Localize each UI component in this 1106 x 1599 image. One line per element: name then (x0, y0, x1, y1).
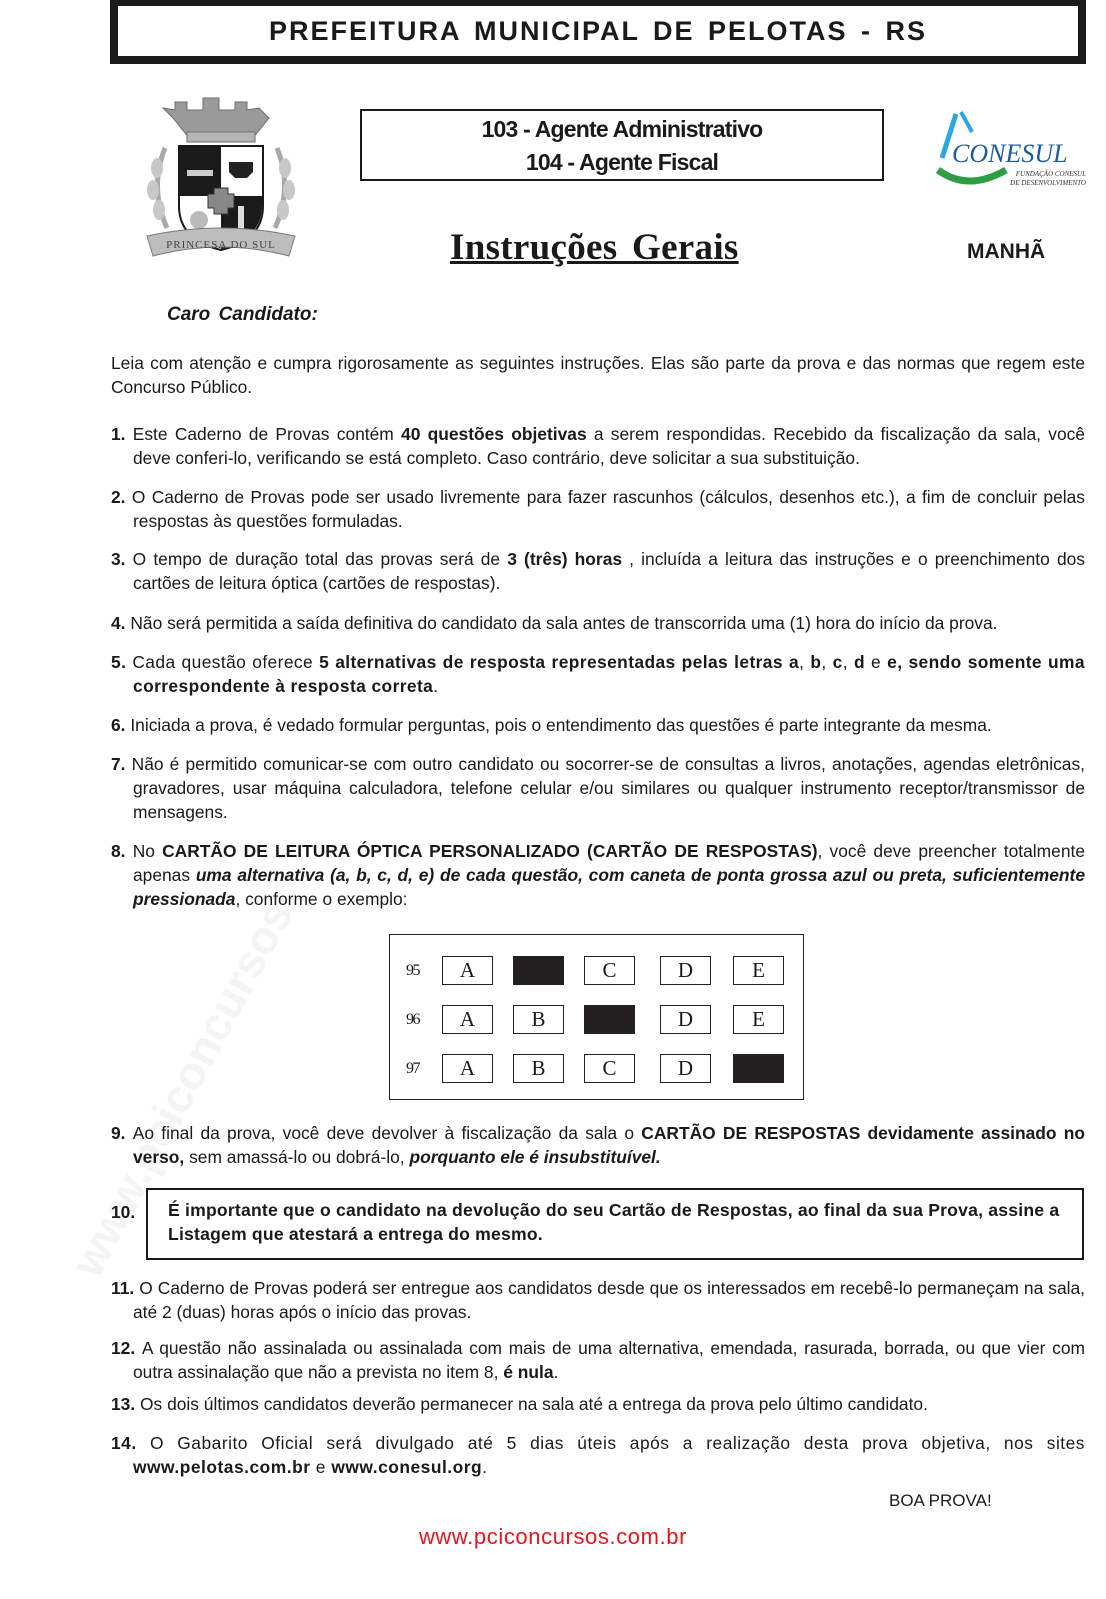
text-run: , (842, 652, 854, 672)
instruction-item (111, 713, 1085, 737)
question-number: 97 (406, 1060, 419, 1077)
emphasis-text: d (853, 652, 865, 672)
item-text (133, 841, 1085, 909)
answer-bubble-filled (733, 1054, 784, 1083)
emphasis-text: é nula (503, 1362, 554, 1382)
item-text (132, 754, 1085, 822)
emphasis-text: CARTÃO DE RESPOSTAS devidamente assinado no verso, (133, 1123, 1085, 1167)
answer-bubble: C (584, 1054, 635, 1083)
municipal-crest-logo (135, 88, 307, 264)
item-number: 11. (111, 1278, 140, 1298)
text-run: , incluída a leitura das instruções e o preenchimento dos cartões de leitura óptica (cartões de respostas). (133, 549, 1085, 593)
instruction-item (111, 752, 1085, 824)
answer-card-example (389, 934, 804, 1100)
item-text (133, 1278, 1085, 1322)
header-bar (110, 0, 1086, 64)
text-run: Não será permitida a saída definitiva do candidato da sala antes de transcorrida uma (1) hora do início da prova. (130, 613, 998, 633)
item-number: 9. (111, 1123, 133, 1143)
text-run: , (799, 652, 811, 672)
item-text (133, 549, 1085, 593)
answer-bubble: A (442, 956, 493, 985)
header-title: PREFEITURA MUNICIPAL DE PELOTAS - RS (268, 15, 928, 46)
answer-bubble: E (733, 1005, 784, 1034)
crest-motto: PRINCESA DO SUL (166, 239, 276, 251)
answer-bubble-filled (584, 1005, 635, 1034)
answer-bubble: D (660, 1005, 711, 1034)
answer-row (390, 1005, 803, 1035)
answer-bubble: D (660, 1054, 711, 1083)
instruction-item (111, 1276, 1085, 1324)
text-run: O Caderno de Provas pode ser usado livremente para fazer rascunhos (cálculos, desenhos etc.), a fim de concluir pelas respostas às questões formuladas. (131, 487, 1085, 531)
emphasis-text: 3 (três) horas (507, 549, 623, 569)
greeting: Caro Candidato: (167, 304, 318, 325)
answer-row (390, 1054, 803, 1084)
emphasis-text: www.conesul.org (331, 1457, 483, 1477)
text-run: e (865, 652, 888, 672)
question-number: 95 (406, 962, 419, 979)
answer-bubble: C (584, 956, 635, 985)
item-number: 2. (111, 487, 132, 507)
emphasis-text: CARTÃO DE LEITURA ÓPTICA PERSONALIZADO (CARTÃO DE RESPOSTAS) (162, 841, 818, 861)
instruction-item (111, 1121, 1085, 1169)
crown-icon (163, 98, 269, 142)
text-run: . (482, 1457, 488, 1477)
answer-bubble: D (660, 956, 711, 985)
item-text (130, 613, 997, 633)
text-run: O Caderno de Provas poderá ser entregue aos candidatos desde que os interessados em recebê-lo permaneçam na sala, até 2 (duas) horas após o início das provas. (133, 1278, 1085, 1322)
answer-row (390, 956, 803, 986)
document-title: Instruções Gerais (450, 227, 739, 268)
item-text (132, 487, 1085, 531)
text-run: Este Caderno de Provas contém (132, 424, 402, 444)
item-text (133, 1433, 1085, 1477)
text-run: Cada questão oferece (132, 652, 320, 672)
conesul-logo (928, 102, 1088, 194)
instruction-item (111, 1336, 1085, 1384)
instruction-item (111, 1431, 1085, 1479)
position-line: 104 - Agente Fiscal (525, 149, 719, 175)
logo-arc-right (961, 112, 972, 132)
emphasis-text: b (810, 652, 822, 672)
instruction-item (111, 650, 1085, 698)
text-run: A questão não assinalada ou assinalada com mais de uma alternativa, emendada, rasurada, borrada, ou que vier com outra assinalação que não a prevista no item 8, (133, 1338, 1085, 1382)
logo-smile (938, 170, 1006, 181)
item-number: 10. (111, 1202, 136, 1222)
text-run: Os dois últimos candidatos deverão permanecer na sala até a entrega da prova pelo último candidato. (140, 1394, 928, 1414)
answer-bubble: E (733, 956, 784, 985)
instruction-item (111, 485, 1085, 533)
item-text (132, 652, 1085, 696)
text-run: Iniciada a prova, é vedado formular perguntas, pois o entendimento das questões é parte integrante da mesma. (130, 715, 992, 735)
job-positions-box (360, 109, 884, 181)
text-run: . (553, 1362, 559, 1382)
item-number: 8. (111, 841, 133, 861)
text-run: Ao final da prova, você deve devolver à fiscalização da sala o (132, 1123, 642, 1143)
question-number: 96 (406, 1011, 419, 1028)
answer-bubble: A (442, 1054, 493, 1083)
instruction-item (111, 422, 1085, 470)
item-number: 7. (111, 754, 132, 774)
instruction-item (111, 547, 1085, 595)
text-run: , conforme o exemplo: (235, 889, 408, 909)
item-number: 5. (111, 652, 133, 672)
text-run: O tempo de duração total das provas será de (132, 549, 508, 569)
item-text (133, 1338, 1085, 1382)
text-run: , você deve preencher totalmente apenas (133, 841, 1086, 885)
item-text (133, 1123, 1085, 1167)
text-run: , (821, 652, 833, 672)
emphasis-text: 5 alternativas de resposta representadas pelas letras a (319, 652, 800, 672)
closing-message: BOA PROVA! (889, 1491, 992, 1510)
answer-bubble: B (513, 1054, 564, 1083)
item-number: 3. (111, 549, 133, 569)
instruction-item (111, 611, 1085, 635)
position-line: 103 - Agente Administrativo (481, 116, 763, 142)
text-run: sem amassá-lo ou dobrá-lo, (184, 1147, 410, 1167)
answer-bubble: A (442, 1005, 493, 1034)
logo-subtitle-2: DE DESENVOLVIMENTO (1010, 179, 1086, 187)
text-run: a serem respondidas. Recebido da fiscalização da sala, você deve conferi-lo, verificando se está completo. Caso contrário, deve solicitar a sua substituição. (133, 424, 1085, 468)
answer-bubble: B (513, 1005, 564, 1034)
item-number: 14. (111, 1433, 150, 1453)
logo-subtitle-1: FUNDAÇÃO CONESUL (1015, 170, 1086, 178)
item-number: 1. (111, 424, 133, 444)
text-run: Não é permitido comunicar-se com outro candidato ou socorrer-se de consultas a livros, anotações, agendas eletrônicas, gravadores, usar máquina calculadora, telefone celular e/ou similares ou qualquer instrumento receptor/transmissor de mensagens. (131, 754, 1085, 822)
footer-url[interactable]: www.pciconcursos.com.br (418, 1524, 688, 1549)
text-run: O Gabarito Oficial será divulgado até 5 dias úteis após a realização desta prova objetiva, nos sites (149, 1433, 1086, 1453)
emphasis-text: e, sendo somente uma correspondente à resposta correta (133, 652, 1085, 696)
item-number: 13. (111, 1394, 141, 1414)
item-text (133, 424, 1085, 468)
item-text (130, 715, 991, 735)
text-run: . (433, 676, 439, 696)
text-run: e (310, 1457, 332, 1477)
emphasis-text: c (832, 652, 843, 672)
exam-shift: MANHÃ (967, 240, 1046, 263)
emphasis-text: www.pelotas.com.br (133, 1457, 311, 1477)
logo-name: CONESUL (952, 139, 1068, 168)
item-number: 4. (111, 613, 131, 633)
text-run: No (132, 841, 163, 861)
instruction-item (111, 839, 1085, 911)
item-text (140, 1394, 928, 1414)
item-number: 12. (111, 1338, 142, 1358)
intro-paragraph: Leia com atenção e cumpra rigorosamente as seguintes instruções. Elas são parte da prova e das normas que regem este Concurso Público. (111, 353, 1085, 397)
answer-bubble-filled (513, 956, 564, 985)
emphasis-text: 40 questões objetivas (401, 424, 587, 444)
emphasis-text: porquanto ele é insubstituível. (409, 1147, 661, 1167)
emphasis-text: uma alternativa (a, b, c, d, e) de cada questão, com caneta de ponta grossa azul ou preta, suficientemente pressionada (133, 865, 1085, 909)
instruction-item (111, 1392, 1085, 1416)
important-notice-box: É importante que o candidato na devolução do seu Cartão de Respostas, ao final da sua Prova, assine a Listagem que atestará a entrega do mesmo. (146, 1188, 1084, 1260)
item-number: 6. (111, 715, 131, 735)
